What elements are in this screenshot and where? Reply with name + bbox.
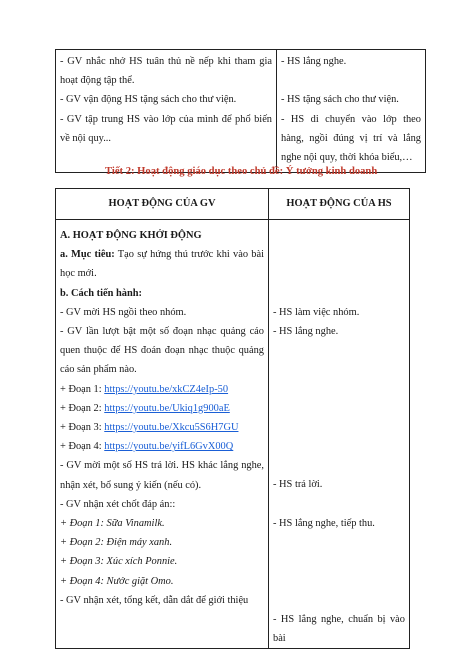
table-header-row (56, 189, 410, 220)
gv-item: - GV nhắc nhở HS tuân thủ nề nếp khi tham gia hoạt động tập thể. (60, 56, 272, 87)
hs-item: - HS tặng sách cho thư viện. (281, 94, 399, 106)
cach-tien-hanh: b. Cách tiến hành: (60, 287, 142, 299)
gv-item: - GV nhận xét, tổng kết, dẫn dắt để giới thiệu (60, 594, 249, 606)
youtube-link[interactable]: https://youtu.be/yifL6GvX00Q (104, 441, 234, 453)
dap-an-item: + Đoạn 3: Xúc xích Ponnie. (60, 556, 178, 568)
header-hs: HOẠT ĐỘNG CỦA HS (269, 189, 410, 220)
muc-tieu: a. Mục tiêu: Tạo sự hứng thú trước khi vào bài học mới. (60, 249, 264, 280)
hs-item: - HS di chuyển vào lớp theo hàng, ngồi đúng vị trí và lắng nghe nội quy, thời khóa biểu,… (281, 113, 421, 163)
table-row (56, 220, 410, 649)
youtube-link[interactable]: https://youtu.be/Ukiq1g900aE (104, 402, 230, 414)
gv-item: - GV tập trung HS vào lớp của mình để phổ biến về nội quy... (60, 113, 272, 144)
section-title: Tiết 2: Hoạt động giáo dục theo chủ đề: Ý tưởng kinh doanh (105, 166, 378, 177)
table-row (56, 50, 426, 173)
doan-item: + Đoạn 1: https://youtu.be/xkCZ4eIp-50 (60, 383, 229, 395)
gv-item: - GV mời một số HS trả lời. HS khác lắng nghe, nhận xét, bổ sung ý kiến (nếu có). (60, 460, 264, 491)
gv-item: - GV nhận xét chốt đáp án:: (60, 498, 176, 510)
activity-table (55, 188, 410, 649)
hs-item: - HS lắng nghe. (273, 325, 339, 337)
header-gv: HOẠT ĐỘNG CỦA GV (56, 189, 269, 220)
dap-an-item: + Đoạn 1: Sữa Vinamilk. (60, 518, 165, 530)
gv-item: - GV vận động HS tặng sách cho thư viện. (60, 94, 237, 106)
hs-item: - HS trả lời. (273, 479, 323, 491)
hs-item: - HS lắng nghe, tiếp thu. (273, 517, 375, 529)
dap-an-item: + Đoạn 2: Điện máy xanh. (60, 537, 173, 549)
gv-cell (56, 50, 277, 173)
dap-an-item: + Đoạn 4: Nước giặt Omo. (60, 575, 174, 587)
youtube-link[interactable]: https://youtu.be/xkCZ4eIp-50 (104, 383, 229, 395)
doan-item: + Đoạn 4: https://youtu.be/yifL6GvX00Q (60, 441, 234, 453)
gv-cell (56, 220, 269, 649)
hs-cell (277, 50, 426, 173)
gv-item: - GV lần lượt bật một số đoạn nhạc quảng cáo quen thuộc để HS đoán đoạn nhạc thuộc quảng cáo sản phẩm nào. (60, 326, 264, 376)
heading-khoi-dong: A. HOẠT ĐỘNG KHỞI ĐỘNG (60, 230, 202, 241)
activity-table-continued (55, 49, 426, 173)
hs-item: - HS lắng nghe. (281, 56, 347, 67)
doan-item: + Đoạn 2: https://youtu.be/Ukiq1g900aE (60, 402, 230, 414)
hs-item: - HS lắng nghe, chuẩn bị vào bài (273, 613, 405, 645)
hs-cell (269, 220, 410, 649)
gv-item: - GV mời HS ngồi theo nhóm. (60, 306, 187, 318)
doan-item: + Đoạn 3: https://youtu.be/Xkcu5S6H7GU (60, 422, 239, 434)
hs-item: - HS làm việc nhóm. (273, 306, 360, 318)
youtube-link[interactable]: https://youtu.be/Xkcu5S6H7GU (104, 422, 239, 434)
